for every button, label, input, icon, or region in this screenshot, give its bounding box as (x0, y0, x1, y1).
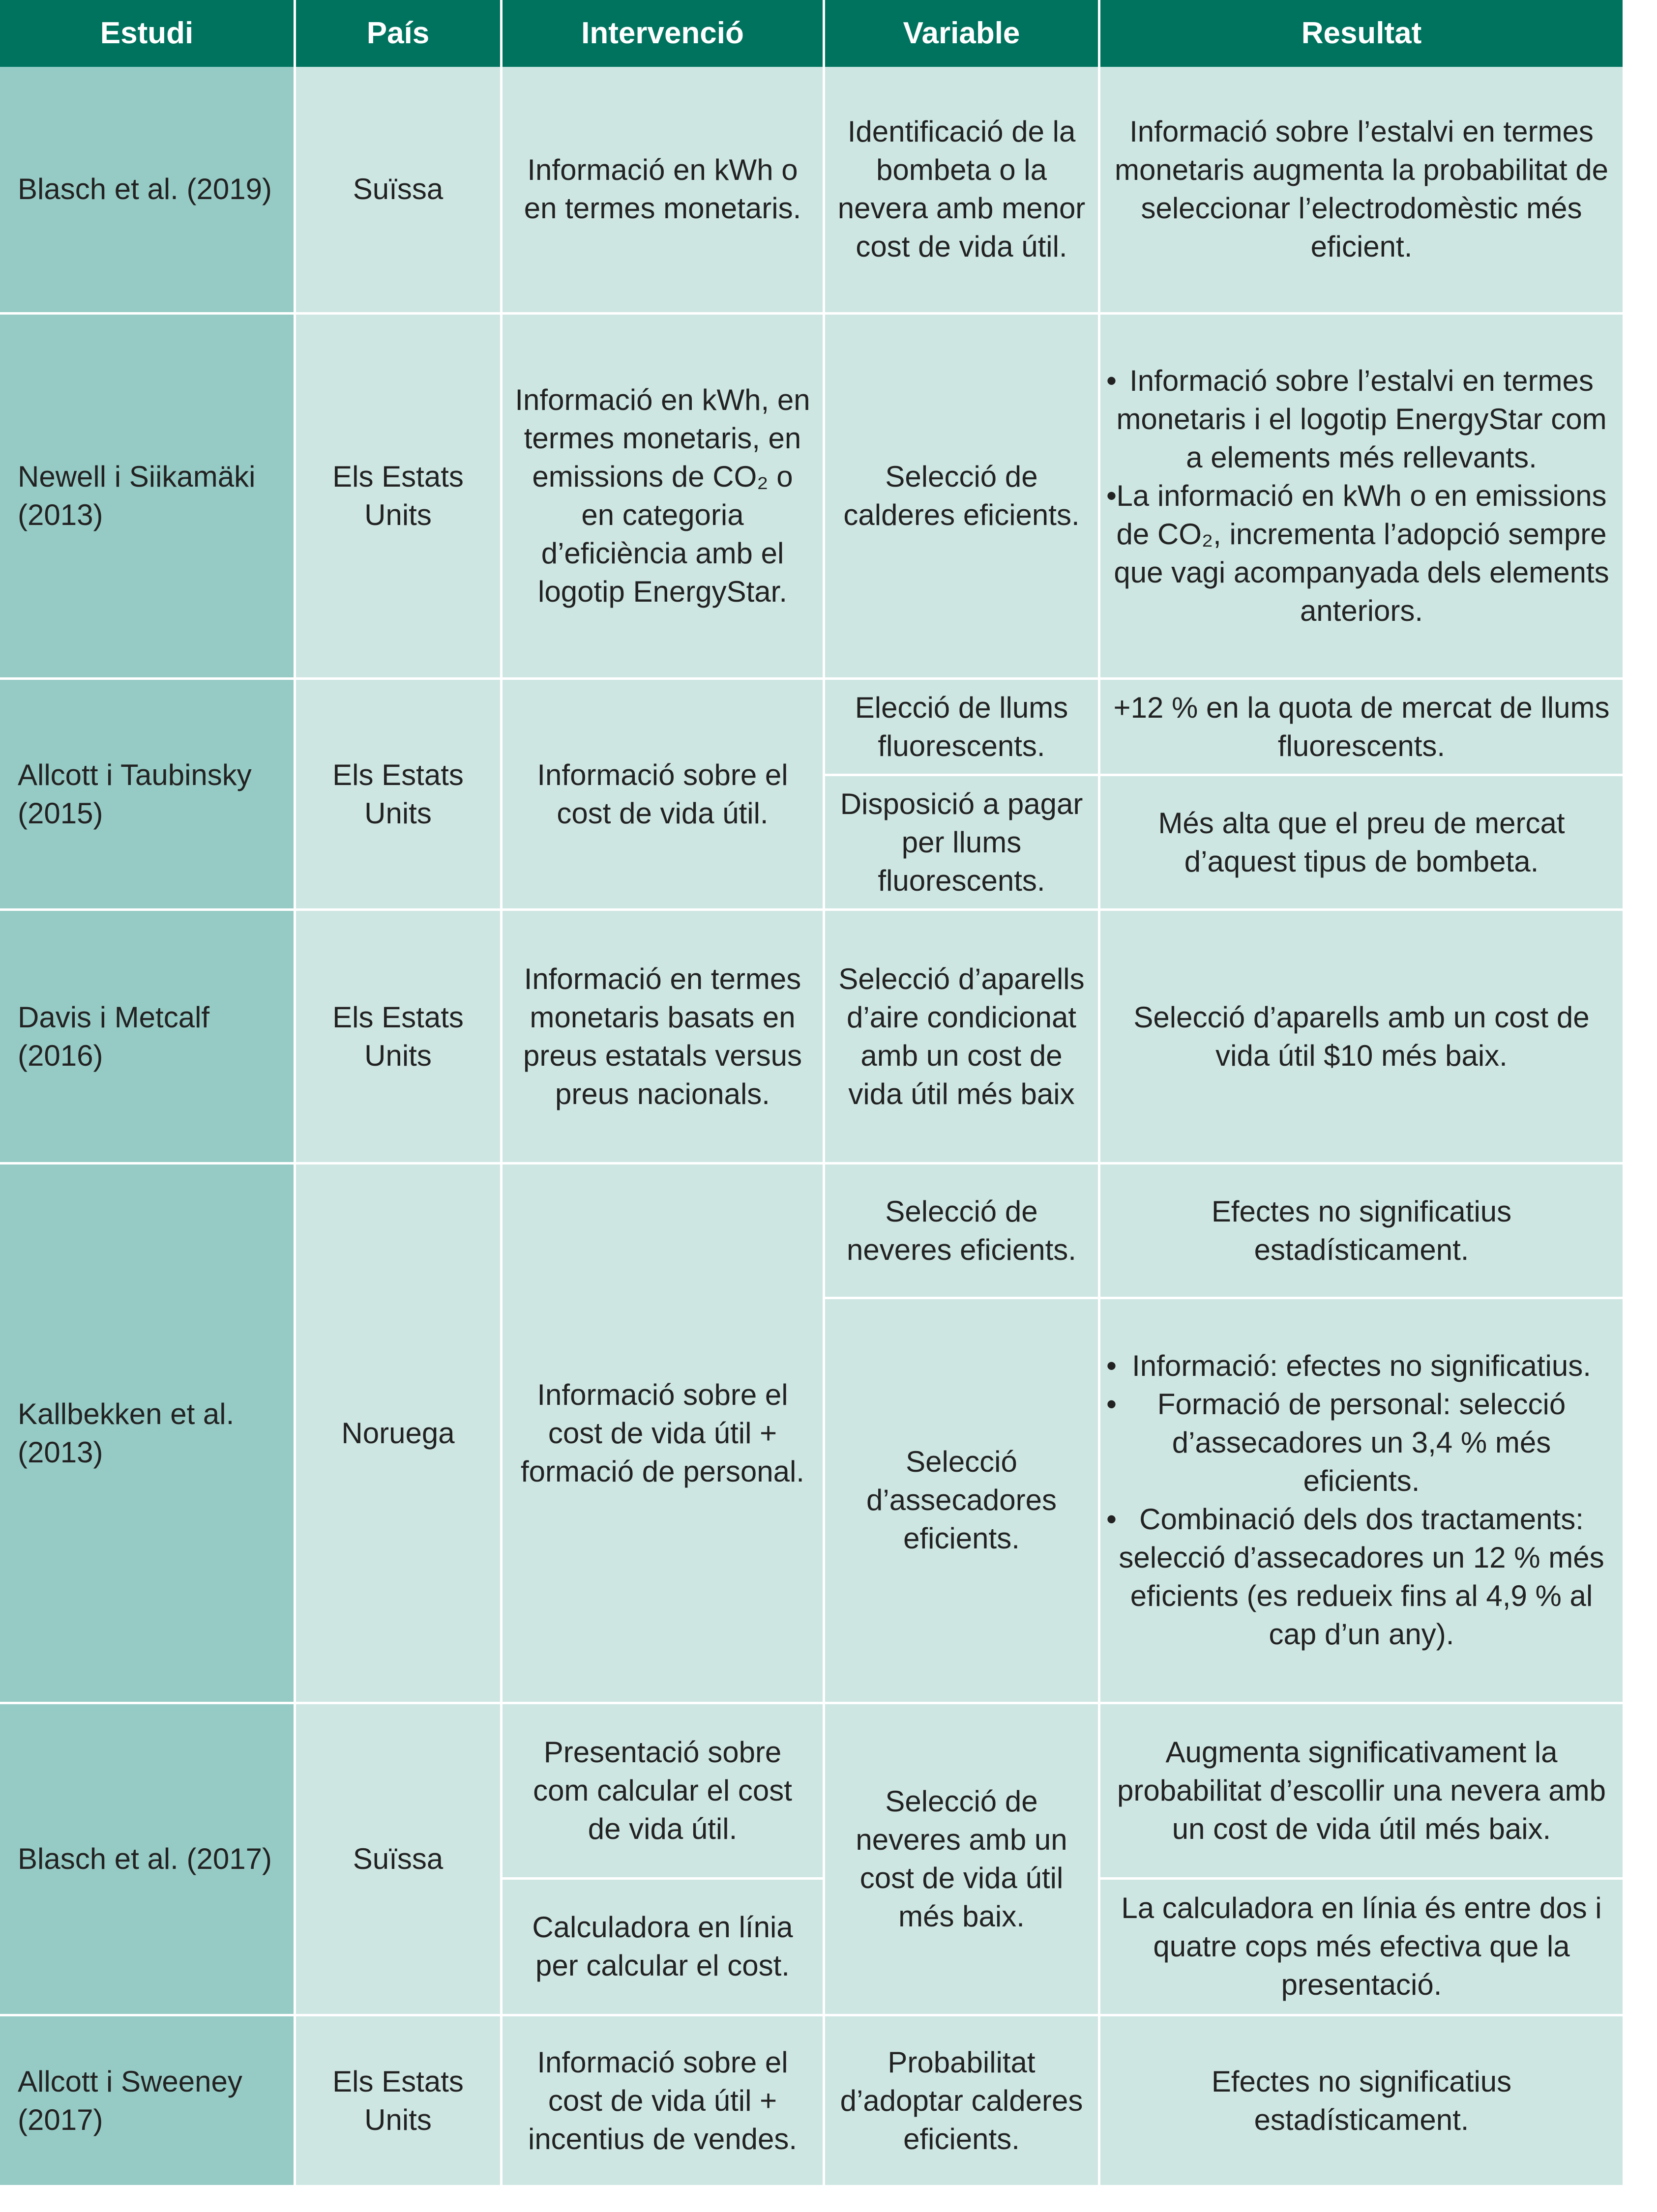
result-bullet: • Formació de personal: selecció d’assecadores un 3,4 % més eficients. (1111, 1385, 1612, 1500)
study-cell: Newell i Siikamäki (2013) (0, 315, 296, 680)
table-row (0, 911, 1623, 1165)
result-cell: La calculadora en línia és entre dos i quatre cops més efectiva que la presentació. (1100, 1880, 1623, 2016)
header-intervention: Intervenció (503, 0, 825, 67)
result-bullet-list (1111, 362, 1612, 630)
country-cell: Suïssa (296, 67, 503, 315)
result-bullet: • Informació: efectes no significatius. (1111, 1347, 1612, 1385)
intervention-cell: Informació sobre el cost de vida útil. (503, 680, 825, 910)
variable-cell: Elecció de llums fluorescents. (825, 680, 1100, 776)
intervention-cell: Informació sobre el cost de vida útil + incentius de vendes. (503, 2016, 825, 2187)
variable-cell: Selecció d’assecadores eficients. (825, 1299, 1100, 1704)
country-cell: Els Estats Units (296, 911, 503, 1165)
result-cell: Selecció d’aparells amb un cost de vida útil $10 més baix. (1100, 911, 1623, 1165)
result-cell: Informació sobre l’estalvi en termes monetaris augmenta la probabilitat de seleccionar l’electrodomèstic més eficient. (1100, 67, 1623, 315)
table-row (0, 680, 1623, 776)
variable-cell: Selecció de calderes eficients. (825, 315, 1100, 680)
study-cell: Davis i Metcalf (2016) (0, 911, 296, 1165)
variable-cell: Selecció de neveres eficients. (825, 1164, 1100, 1299)
result-cell: Augmenta significativament la probabilitat d’escollir una nevera amb un cost de vida útil més baix. (1100, 1704, 1623, 1880)
table-row (0, 67, 1623, 315)
table-row (0, 315, 1623, 680)
country-cell: Els Estats Units (296, 2016, 503, 2187)
study-cell: Blasch et al. (2019) (0, 67, 296, 315)
intervention-cell: Informació sobre el cost de vida útil + formació de personal. (503, 1164, 825, 1704)
result-cell (1100, 1299, 1623, 1704)
variable-cell: Disposició a pagar per llums fluorescents. (825, 776, 1100, 910)
study-cell: Allcott i Taubinsky (2015) (0, 680, 296, 910)
country-cell: Els Estats Units (296, 315, 503, 680)
table-body (0, 67, 1623, 2187)
result-bullet: • Informació sobre l’estalvi en termes monetaris i el logotip EnergyStar com a elements més rellevants. (1111, 362, 1612, 477)
header-country: País (296, 0, 503, 67)
result-cell: Més alta que el preu de mercat d’aquest tipus de bombeta. (1100, 776, 1623, 910)
country-cell: Suïssa (296, 1704, 503, 2016)
intervention-cell: Calculadora en línia per calcular el cost. (503, 1880, 825, 2016)
variable-cell: Selecció d’aparells d’aire condicionat amb un cost de vida útil més baix (825, 911, 1100, 1165)
table-row (0, 1704, 1623, 1880)
intervention-cell: Presentació sobre com calcular el cost de vida útil. (503, 1704, 825, 1880)
intervention-cell: Informació en kWh o en termes monetaris. (503, 67, 825, 315)
country-cell: Noruega (296, 1164, 503, 1704)
table-row (0, 2016, 1623, 2187)
header-study: Estudi (0, 0, 296, 67)
result-bullet: • La informació en kWh o en emissions de CO₂, incrementa l’adopció sempre que vagi acompanyada dels elements anteriors. (1111, 477, 1612, 630)
result-cell: Efectes no significatius estadísticament. (1100, 1164, 1623, 1299)
header-row (0, 0, 1623, 67)
study-cell: Kallbekken et al. (2013) (0, 1164, 296, 1704)
intervention-cell: Informació en termes monetaris basats en preus estatals versus preus nacionals. (503, 911, 825, 1165)
country-cell: Els Estats Units (296, 680, 503, 910)
result-bullet: • Combinació dels dos tractaments: selecció d’assecadores un 12 % més eficients (es redueix fins al 4,9 % al cap d’un any). (1111, 1500, 1612, 1654)
result-cell (1100, 315, 1623, 680)
table-row (0, 1164, 1623, 1299)
header-variable: Variable (825, 0, 1100, 67)
table-header (0, 0, 1623, 67)
study-cell: Blasch et al. (2017) (0, 1704, 296, 2016)
intervention-cell: Informació en kWh, en termes monetaris, en emissions de CO₂ o en categoria d’eficiència amb el logotip EnergyStar. (503, 315, 825, 680)
study-cell: Allcott i Sweeney (2017) (0, 2016, 296, 2187)
result-bullet-list (1111, 1347, 1612, 1654)
header-result: Resultat (1100, 0, 1623, 67)
result-cell: +12 % en la quota de mercat de llums fluorescents. (1100, 680, 1623, 776)
variable-cell: Selecció de neveres amb un cost de vida útil més baix. (825, 1704, 1100, 2016)
result-cell: Efectes no significatius estadísticament. (1100, 2016, 1623, 2187)
variable-cell: Probabilitat d’adoptar calderes eficients. (825, 2016, 1100, 2187)
variable-cell: Identificació de la bombeta o la nevera amb menor cost de vida útil. (825, 67, 1100, 315)
